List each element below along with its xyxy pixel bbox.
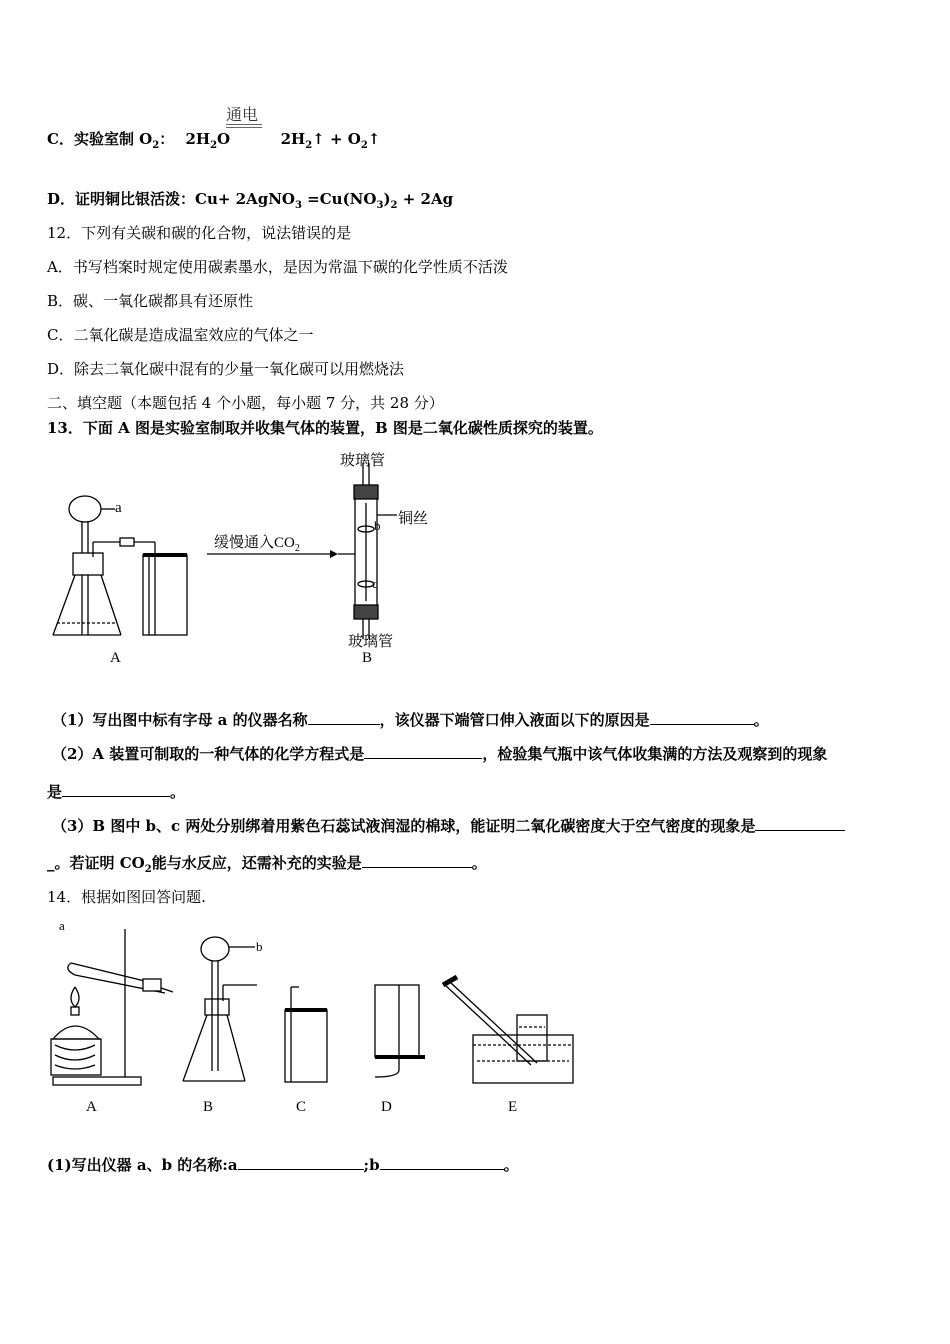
q13-label-c: c bbox=[372, 576, 378, 591]
q13-part3-cont: _。若证明 $CO_2$能与水反应，还需补充的实验是 。 bbox=[47, 854, 487, 875]
q13-label-b: b bbox=[374, 518, 381, 533]
q13-title: 13．下面 A 图是实验室制取并收集气体的装置，B 图是二氧化碳性质探究的装置。 bbox=[47, 419, 603, 437]
water-trough-icon bbox=[443, 977, 573, 1083]
bottle-c-icon bbox=[285, 987, 327, 1082]
q12-option-a: A．书写档案时规定使用碳素墨水，是因为常温下碳的化学性质不活泼 bbox=[47, 258, 508, 276]
q12-title: 12．下列有关碳和碳的化合物，说法错误的是 bbox=[47, 224, 352, 242]
q13-figure bbox=[45, 445, 465, 675]
q13-part3: （3）B 图中 b、c 两处分别绑着用紫色石蕊试液润湿的棉球，能证明二氧化碳密度大于空气密度的现象是 bbox=[52, 815, 845, 836]
q14-part1: (1)写出仪器 a、b 的名称:a ;b 。 bbox=[47, 1156, 519, 1174]
q14-caption-c: C bbox=[296, 1099, 307, 1115]
bottle-d-icon bbox=[375, 985, 425, 1077]
q13-copper: 铜丝 bbox=[398, 511, 429, 527]
q13-glass-bottom: 玻璃管 bbox=[348, 634, 394, 650]
q14-label-a: a bbox=[59, 918, 65, 933]
q12-option-b: B．碳、一氧化碳都具有还原性 bbox=[47, 292, 254, 310]
option-d-line: D．证明铜比银活泼：Cu+ 2AgNO$_3$ $=Cu(NO_3)_2 + 2Ag$ bbox=[47, 190, 454, 211]
q14-caption-b: B bbox=[203, 1099, 214, 1115]
q13-caption-b: B bbox=[362, 650, 373, 666]
q14-title: 14．根据如图回答问题. bbox=[47, 888, 206, 906]
q13-arrow-text: 缓慢通入$CO_2$ bbox=[214, 535, 300, 554]
q13-part2: （2）A 装置可制取的一种气体的化学方程式是 ，检验集气瓶中该气体收集满的方法及观察到的现象 bbox=[52, 745, 828, 763]
flask-b-icon bbox=[183, 937, 257, 1081]
q13-part2-cont: 是 。 bbox=[47, 783, 186, 801]
gas-bottle-icon bbox=[143, 555, 187, 635]
q12-option-c: C．二氧化碳是造成温室效应的气体之一 bbox=[47, 326, 314, 344]
section-heading: 二、填空题（本题包括 4 个小题，每小题 7 分，共 28 分） bbox=[47, 394, 444, 412]
glass-tube-icon bbox=[338, 463, 397, 639]
q14-caption-e: E bbox=[508, 1099, 518, 1115]
q12-option-d: D．除去二氧化碳中混有的少量一氧化碳可以用燃烧法 bbox=[47, 360, 405, 378]
q14-figure bbox=[45, 915, 585, 1095]
condition-line bbox=[226, 124, 262, 125]
q13-part1: （1）写出图中标有字母 a 的仪器名称 ，该仪器下端管口伸入液面以下的原因是 。 bbox=[52, 711, 769, 729]
reaction-condition: 通电 bbox=[226, 105, 259, 124]
q13-glass-top: 玻璃管 bbox=[340, 453, 386, 469]
q14-caption-a: A bbox=[86, 1099, 97, 1115]
alcohol-lamp-icon bbox=[51, 987, 101, 1075]
option-c-line: C．实验室制 $O_2$： $2H_2O$ $2H_2↑$ + $O_2↑$ bbox=[47, 130, 381, 151]
q14-label-b: b bbox=[256, 939, 263, 954]
q13-label-a: a bbox=[115, 500, 122, 516]
q14-caption-d: D bbox=[381, 1099, 392, 1115]
q13-caption-a: A bbox=[110, 650, 121, 666]
conical-flask-icon bbox=[53, 538, 155, 635]
condition-line-2 bbox=[226, 127, 262, 128]
